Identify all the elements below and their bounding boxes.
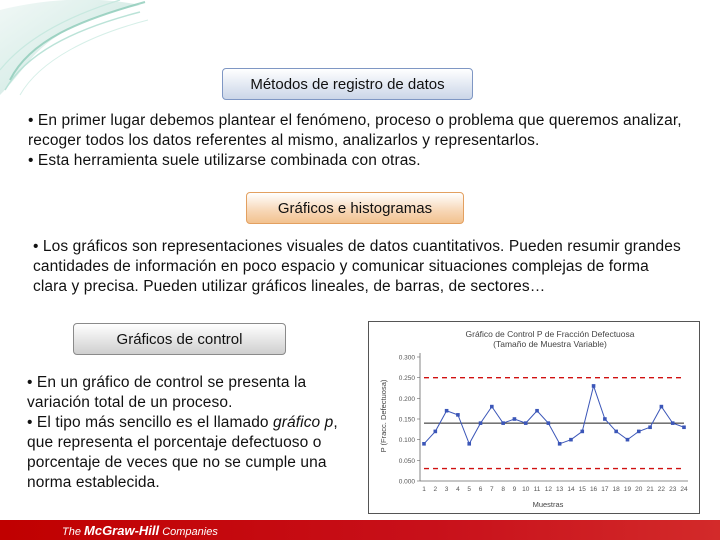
footer-brand: McGraw-Hill [84, 523, 160, 538]
chart-x-tick-label: 8 [501, 486, 505, 493]
control-line-2-a: • El tipo más sencillo es el llamado [27, 414, 274, 431]
control-line-2 [27, 413, 357, 493]
chart-x-tick-label: 17 [601, 486, 609, 493]
chart-point [603, 417, 607, 421]
chart-point [671, 421, 675, 425]
chart-x-tick-label: 21 [646, 486, 654, 493]
chart-x-tick-label: 11 [533, 486, 541, 493]
graficos-line-1: • Los gráficos son representaciones visuales de datos cuantitativos. Pueden resumir grandes cantidades de información en poco espacio y comunicar situaciones complejas de forma clara y precisa. Pueden utilizar gráficos lineales, de barras, de sectores… [33, 238, 681, 295]
chart-point [547, 421, 551, 425]
chart-x-tick-label: 10 [522, 486, 530, 493]
publisher-logo [62, 523, 218, 538]
footer-prefix: The [62, 526, 85, 538]
chart-y-tick-label: 0.200 [398, 395, 415, 403]
chart-point [592, 384, 596, 388]
chart-x-tick-label: 13 [556, 486, 564, 493]
chart-y-tick-label: 0.250 [398, 375, 415, 383]
section-title-control-text: Gráficos de control [116, 330, 243, 348]
chart-point [637, 430, 641, 434]
registro-paragraph [28, 111, 688, 171]
chart-point [682, 425, 686, 429]
chart-point [535, 409, 539, 413]
chart-point [422, 442, 426, 446]
registro-line-2: • Esta herramienta suele utilizarse combinada con otras. [28, 152, 421, 169]
chart-point [580, 430, 584, 434]
chart-x-tick-label: 14 [567, 486, 575, 493]
chart-point [660, 405, 664, 409]
control-chart-svg [368, 321, 700, 514]
chart-x-tick-label: 12 [544, 486, 552, 493]
section-title-graficos [246, 192, 464, 224]
chart-y-tick-label: 0.150 [398, 416, 415, 424]
chart-point [434, 430, 438, 434]
footer-bar [0, 520, 720, 540]
chart-point [501, 421, 505, 425]
chart-x-tick-label: 7 [490, 486, 494, 493]
chart-point [558, 442, 562, 446]
chart-y-tick-label: 0.100 [398, 437, 415, 445]
chart-point [614, 430, 618, 434]
section-title-registro [222, 68, 473, 100]
chart-y-tick-label: 0.050 [398, 457, 415, 465]
chart-point [524, 421, 528, 425]
section-title-control [73, 323, 286, 355]
chart-x-tick-label: 18 [612, 486, 620, 493]
chart-y-tick-label: 0.300 [398, 354, 415, 362]
chart-x-tick-label: 3 [444, 486, 449, 493]
section-title-registro-text: Métodos de registro de datos [250, 75, 445, 93]
chart-y-tick-label: 0.000 [398, 478, 415, 486]
control-line-1: • En un gráfico de control se presenta la variación total de un proceso. [27, 374, 307, 411]
control-line-2-italic: gráfico p [273, 414, 334, 431]
chart-point [490, 405, 494, 409]
chart-x-tick-label: 9 [512, 486, 517, 493]
chart-point [479, 421, 483, 425]
chart-x-tick-label: 24 [680, 486, 688, 493]
section-title-graficos-text: Gráficos e histogramas [277, 199, 433, 217]
chart-point [456, 413, 460, 417]
chart-x-tick-label: 5 [467, 486, 472, 493]
chart-title: Gráfico de Control P de Fracción Defectuosa (Tamaño de Muestra Variable) [465, 329, 635, 349]
chart-point [569, 438, 573, 442]
chart-x-tick-label: 6 [478, 486, 483, 493]
chart-x-tick-label: 2 [433, 486, 438, 493]
chart-point [626, 438, 630, 442]
chart-xlabel: Muestras [532, 500, 564, 509]
chart-x-tick-label: 16 [589, 486, 598, 493]
chart-x-tick-label: 1 [422, 486, 426, 493]
chart-point [467, 442, 471, 446]
chart-point [513, 417, 517, 421]
decorative-swirl-icon [0, 0, 150, 100]
control-chart [368, 321, 700, 514]
chart-point [445, 409, 449, 413]
control-paragraph [27, 373, 357, 493]
footer-suffix: Companies [159, 526, 218, 538]
control-line-2-b: , que representa el porcentaje defectuoso o porcentaje de veces que no se cumple una norma establecida. [27, 414, 338, 491]
chart-x-tick-label: 23 [669, 486, 677, 493]
graficos-paragraph [33, 237, 683, 297]
chart-frame [369, 322, 700, 514]
chart-x-tick-label: 19 [623, 486, 632, 493]
chart-x-tick-label: 15 [578, 486, 586, 493]
chart-x-tick-label: 20 [635, 486, 643, 493]
chart-x-tick-label: 4 [456, 486, 460, 493]
chart-ylabel: P (Fracc. Defectuosa) [379, 379, 388, 453]
registro-line-1: • En primer lugar debemos plantear el fenómeno, proceso o problema que queremos analizar, recoger todos los datos referentes al mismo, analizarlos y representarlos. [28, 112, 682, 149]
chart-x-tick-label: 22 [657, 486, 666, 493]
chart-point [648, 425, 652, 429]
